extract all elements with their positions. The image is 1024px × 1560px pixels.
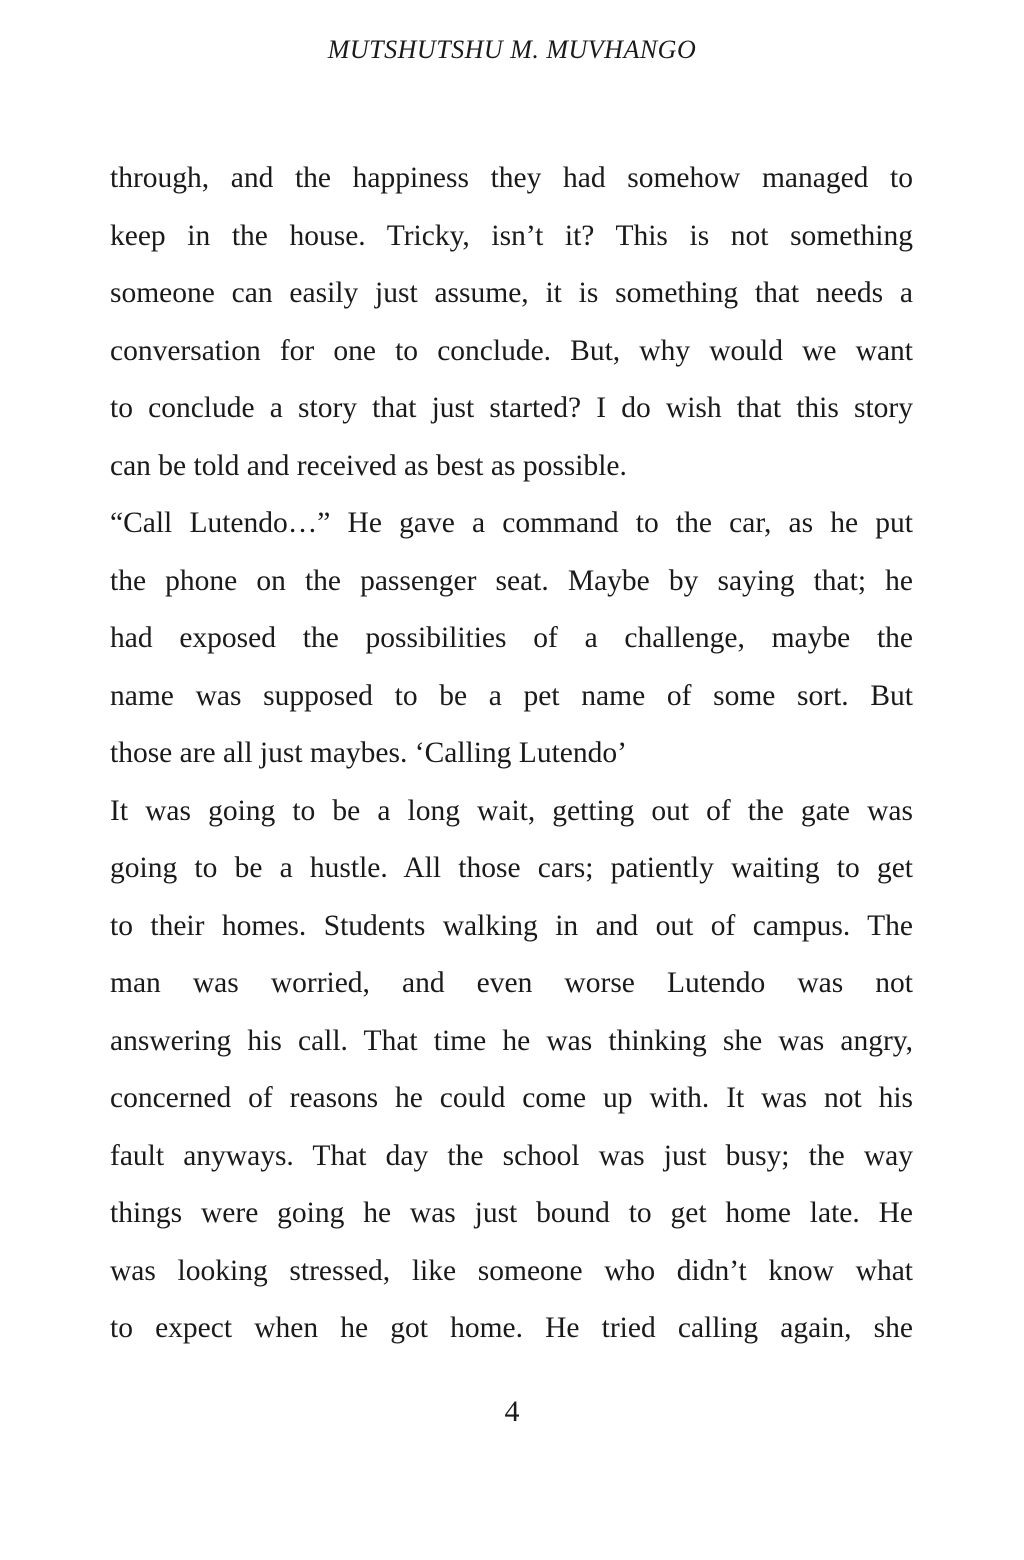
text-line: to conclude a story that just started? I do wish that this story [110,392,913,424]
text-line: fault anyways. That day the school was just busy; the way [110,1139,913,1172]
text-line: was looking stressed, like someone who didn’t know what [110,1254,913,1287]
text-line: answering his call. That time he was thinking she was angry, [110,1024,913,1057]
text-line: “Call Lutendo…” He gave a command to the car, as he put [110,507,913,539]
text-line: to expect when he got home. He tried calling again, she [110,1312,913,1344]
page-number: 4 [504,1395,520,1428]
text-line: those are all just maybes. ‘Calling Lutendo’ [110,737,627,769]
text-line: to their homes. Students walking in and out of campus. The [110,909,913,942]
text-line: had exposed the possibilities of a challenge, maybe the [110,622,913,654]
text-line: the phone on the passenger seat. Maybe by saying that; he [110,564,913,597]
text-line: man was worried, and even worse Lutendo was not [110,967,913,999]
text-line: It was going to be a long wait, getting out of the gate was [110,794,913,827]
text-line: keep in the house. Tricky, isn’t it? This is not something [110,219,913,252]
text-line: things were going he was just bound to get home late. He [110,1197,913,1229]
text-line: through, and the happiness they had somehow managed to [110,162,913,194]
body-text [110,150,913,1358]
text-line: going to be a hustle. All those cars; patiently waiting to get [110,852,913,884]
text-line: concerned of reasons he could come up with. It was not his [110,1082,913,1114]
text-line: name was supposed to be a pet name of some sort. But [110,679,913,712]
text-line: can be told and received as best as possible. [110,449,627,482]
text-line: someone can easily just assume, it is something that needs a [110,277,913,309]
running-header: MUTSHUTSHU M. MUVHANGO [327,35,697,64]
text-line: conversation for one to conclude. But, why would we want [110,334,913,367]
